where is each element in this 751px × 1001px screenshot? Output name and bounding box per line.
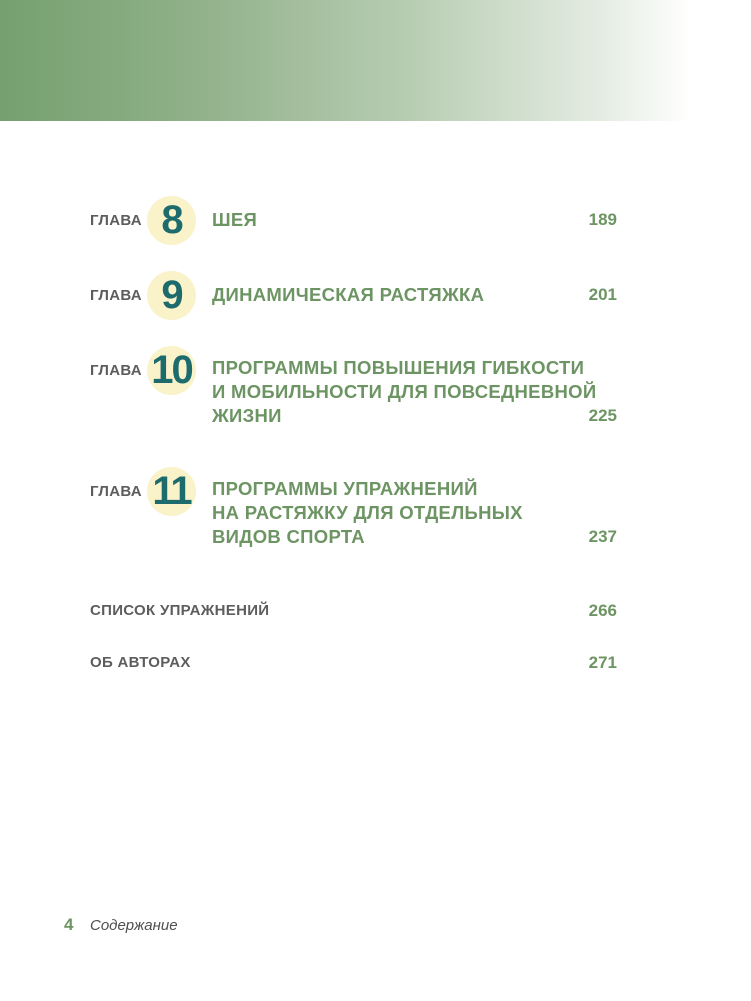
chapter-title-line: ВИДОВ СПОРТА [212,526,365,547]
chapter-page-number: 201 [588,285,617,304]
chapter-label: ГЛАВА [90,287,142,304]
chapter-title [212,477,592,549]
chapter-number-badge [147,271,196,320]
chapter-title [212,356,597,428]
chapter-title [212,208,592,232]
toc-entry-chapter-9[interactable] [0,271,751,321]
chapter-number-badge [147,467,196,516]
section-title: ОБ АВТОРАХ [90,654,191,671]
chapter-title-line: ДИНАМИЧЕСКАЯ РАСТЯЖКА [212,284,485,305]
chapter-title [212,283,592,307]
section-title: СПИСОК УПРАЖНЕНИЙ [90,602,270,619]
chapter-title-line: ПРОГРАММЫ ПОВЫШЕНИЯ ГИБКОСТИ [212,357,585,378]
toc-entry-exercise-list[interactable] [0,600,751,624]
chapter-number: 11 [152,469,191,513]
chapter-number: 10 [151,348,192,392]
chapter-number-badge [147,196,196,245]
chapter-title-line: ПРОГРАММЫ УПРАЖНЕНИЙ [212,478,478,499]
chapter-label: ГЛАВА [90,362,142,379]
chapter-number: 8 [161,198,182,242]
chapter-title-line: ШЕЯ [212,209,258,230]
chapter-label: ГЛАВА [90,212,142,229]
toc-entry-chapter-8[interactable] [0,196,751,246]
footer-section-title: Содержание [90,917,178,934]
section-page-number: 266 [588,601,617,620]
header-gradient-band [0,0,751,121]
chapter-page-number: 225 [588,406,617,425]
chapter-title-line: ЖИЗНИ [212,405,282,426]
footer-page-number: 4 [64,915,74,934]
section-page-number: 271 [588,653,617,672]
chapter-page-number: 189 [588,210,617,229]
toc-entry-about-authors[interactable] [0,652,751,676]
chapter-title-line: НА РАСТЯЖКУ ДЛЯ ОТДЕЛЬНЫХ [212,502,523,523]
chapter-title-line: И МОБИЛЬНОСТИ ДЛЯ ПОВСЕДНЕВНОЙ [212,381,597,402]
chapter-page-number: 237 [588,527,617,546]
toc-entry-chapter-11[interactable] [0,467,751,551]
chapter-number-badge [147,346,196,395]
chapter-number: 9 [161,273,182,317]
toc-entry-chapter-10[interactable] [0,346,751,430]
chapter-label: ГЛАВА [90,483,142,500]
